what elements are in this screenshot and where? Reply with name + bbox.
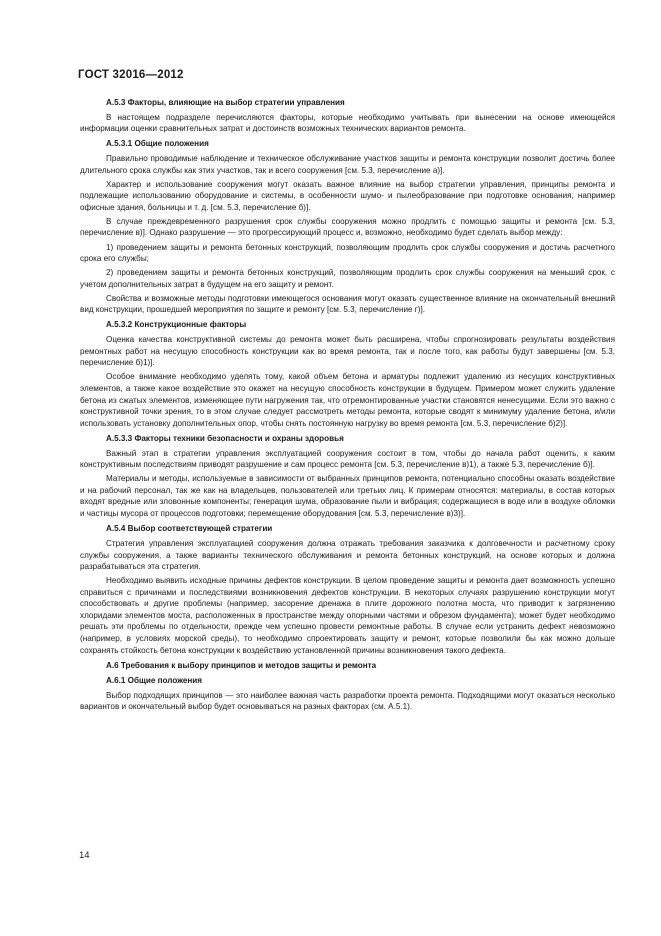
section-heading: А.5.3.1 Общие положения: [106, 139, 209, 149]
section-heading: А.5.4 Выбор соответствующей стратегии: [106, 524, 273, 534]
body-paragraph: В настоящем подразделе перечисляются факторы, которые необходимо учитывать при вынесении на основе имеющейся информации оценки сравнительных затрат и достоинств возможных технических вариантов ремонта.: [80, 112, 615, 134]
section-heading: А.5.3 Факторы, влияющие на выбор стратегии управления: [106, 97, 345, 107]
body-paragraph: Материалы и методы, используемые в зависимости от выбранных принципов ремонта, потенциально способны оказать воздействие и на рабочий персонал, так же как на владельцев, пользователей или третьих лиц. К примерам относятся: материалы, в состав которых входят вредные или зловонные компоненты; генерация шума, образование пыли и вибрация; содержащиеся в воде или в воздухе обломки и частицы мусора от процессов подготовки; перемещение оборудования [см. 5.3, перечисление в)3)].: [80, 474, 615, 518]
document-body: [80, 93, 615, 715]
section-heading: А.6 Требования к выбору принципов и методов защиты и ремонта: [106, 660, 377, 670]
body-paragraph: Выбор подходящих принципов — это наиболее важная часть разработки проекта ремонта. Подходящими могут оказаться несколько вариантов и окончательный выбор будет основываться на разных факторах (см. А.5.1).: [80, 690, 615, 712]
document-header: ГОСТ 32016—2012: [78, 69, 184, 81]
body-paragraph: В случае преждевременного разрушения срок службы сооружения можно продлить с помощью защиты и ремонта [см. 5.3, перечисление в)]. Однако разрушение — это прогрессирующий процесс и, возможно, необходимо будет сделать выбор между:: [80, 216, 615, 238]
section-heading: А.5.3.2 Конструкционные факторы: [106, 320, 247, 330]
body-paragraph: 2) проведением защиты и ремонта бетонных конструкций, позволяющим продлить срок службы сооружения на меньший срок, с учетом дополнительных затрат в будущем на его защиту и ремонт.: [80, 268, 615, 289]
body-paragraph: Особое внимание необходимо уделять тому, какой объем бетона и арматуры подлежит удалению из несущих конструктивных элементов, а также какое воздействие это окажет на несущую способность конструкции в будущем. Примером может служить удаление бетона из сжатых элементов, изменяющее пути нагружения так, что отремонтированные участки становятся ненесущими. Если это важно с конструктивной точки зрения, то в этом случае следует рассмотреть методы ремонта, которые сводят к минимуму удаление бетона, и/или использовать установку дополнительных опор, чтобы снять постоянную нагрузку во время ремонта [см. 5.3, перечисление б)2)].: [80, 372, 615, 428]
body-paragraph: Необходимо выявить исходные причины дефектов конструкции. В целом проведение защиты и ремонта дает возможность успешно справиться с причинами и последствиями возникновения дефектов конструкции. В некоторых случаях разрушению конструкции могут способствовать и другие проблемы (например, засорение дренажа в плите дорожного полотна моста, что приводит к загрязнению хлоридами элементов моста, расположенных в пространстве между опорными частями и обрезом фундамента); может будет необходимо решать эти проблемы по отдельности, прежде чем успешно провести ремонтные работы. В случае если устранить дефект невозможно (например, в условиях морской среды), то необходимо спроектировать защиту и ремонт, которые позволили бы как можно дольше сохранять стойкость бетона конструкции к воздействию установленной причины возникновения такого дефекта.: [80, 576, 615, 655]
body-paragraph: Правильно проводимые наблюдение и техническое обслуживание участков защиты и ремонта конструкции позволит достичь более длительного срока службы как этих участков, так и всего сооружения [см. 5.3, перечисление а)].: [80, 154, 615, 175]
body-paragraph: 1) проведением защиты и ремонта бетонных конструкций, позволяющим продлить срок службы сооружения и достичь расчетного срока его службы;: [80, 242, 615, 264]
section-heading: А.6.1 Общие положения: [106, 675, 203, 685]
body-paragraph: Характер и использование сооружения могут оказать важное влияние на выбор стратегии управления, принципы ремонта и подлежащие использованию оборудование и системы, в особенности шумо- и пылеобразование при подготовке основания, например офисные здания, больницы и т. д. [см. 5.3, перечисление б)].: [80, 179, 615, 212]
body-paragraph: Свойства и возможные методы подготовки имеющегося основания могут оказать существенное влияние на окончательный внешний вид конструкции, прошедшей мероприятия по защите и ремонту [см. 5.3, перечисление г)].: [80, 293, 615, 315]
body-paragraph: Стратегия управления эксплуатацией сооружения должна отражать требования заказчика к долговечности и расчетному сроку службы сооружения, а также варианты технического обслуживания и ремонта бетонных конструкций, на основе которых и должна разрабатываться эта стратегия.: [80, 539, 615, 572]
section-heading: А.5.3.3 Факторы техники безопасности и охраны здоровья: [106, 433, 344, 443]
body-paragraph: Оценка качества конструктивной системы до ремонта может быть расширена, чтобы спрогнозировать результаты воздействия ремонтных работ на несущую способность конструкции как во время ремонта, так и после того, как работы будут завершены [см. 5.3, перечисление б)1)].: [80, 335, 615, 368]
body-paragraph: Важный этап в стратегии управления эксплуатацией сооружения состоит в том, чтобы до начала работ оценить, к каким конструктивным последствиям приводят разрушение и сам процесс ремонта [см. 5.3, перечисление в)1), а также 5.3, перечисление б)].: [80, 448, 615, 470]
page-number: 14: [79, 850, 90, 861]
